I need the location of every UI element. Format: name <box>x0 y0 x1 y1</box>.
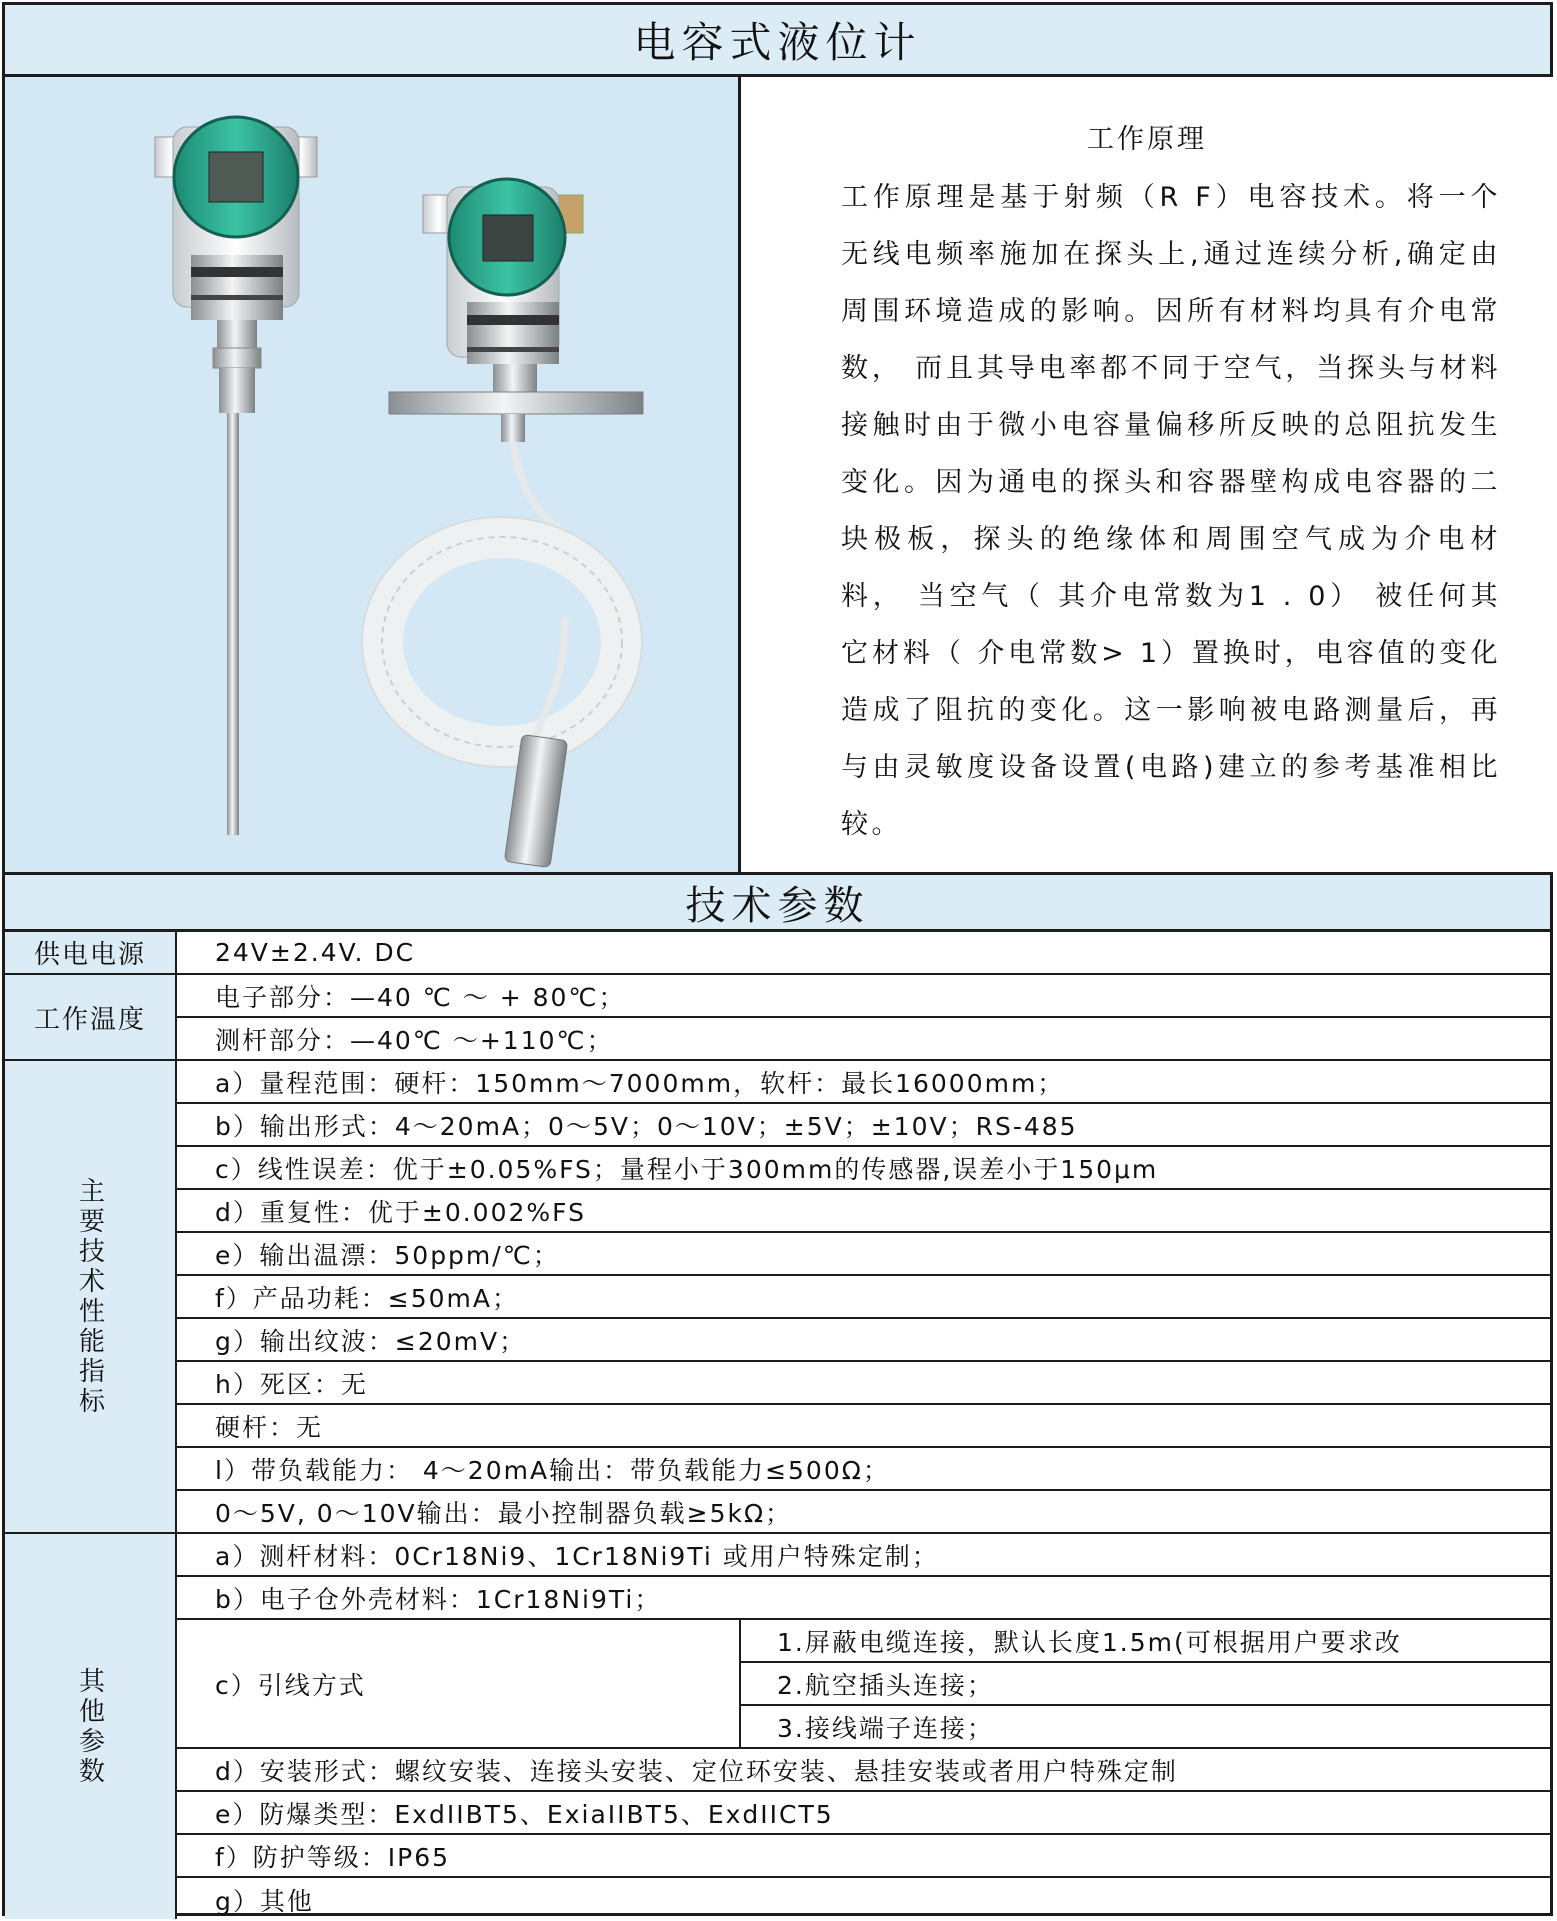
title-bar <box>5 5 1550 77</box>
spec-row: d）重复性：优于±0.002%FS <box>177 1190 1550 1233</box>
spec-row: a）量程范围：硬杆：150mm～7000mm，软杆：最长16000mm； <box>177 1061 1550 1104</box>
product-photo <box>5 77 741 872</box>
spec-row: e）输出温漂：50ppm/℃； <box>177 1233 1550 1276</box>
other-params-label: 其他参数 <box>5 1534 177 1919</box>
lead-option: 2.航空插头连接； <box>741 1663 1550 1706</box>
temperature-row: 测杆部分：—40℃ ～+110℃； <box>177 1018 1550 1061</box>
principle-text: 工作原理是基于射频（R F）电容技术。将一个无线电频率施加在探头上,通过连续分析,确定由周围环境造成的影响。因所有材料均具有介电常数， 而且其导电率都不同于空气，当探头与材料接触时由于微小电容量偏移所反映的总阻抗发生变化。因为通电的探头和容器壁构成电容器的二块极板，探头的绝缘体和周围空气成为介电材料， 当空气（ 其介电常数为1 . 0） 被任何其它材料（ 介电常数> 1）置换时，电容值的变化造成了阻抗的变化。这一影响被电路测量后，再与由灵敏度设备设置(电路)建立的参考基准相比较。 <box>841 182 1501 840</box>
temperature-row: 电子部分：—40 ℃ ～ + 80℃； <box>177 975 1550 1018</box>
working-principle <box>741 77 1553 872</box>
lead-option: 1.屏蔽电缆连接，默认长度1.5m(可根据用户要求改 <box>741 1620 1550 1663</box>
other-row: f）防护等级：IP65 <box>177 1835 1550 1878</box>
spec-row: 硬杆：无 <box>177 1405 1550 1448</box>
spec-row: h）死区：无 <box>177 1362 1550 1405</box>
tech-params-header <box>5 875 1550 932</box>
principle-heading: 工作原理 <box>1087 124 1207 155</box>
spec-row: c）线性误差：优于±0.05%FS；量程小于300mm的传感器,误差小于150μm <box>177 1147 1550 1190</box>
other-row: e）防爆类型：ExdIIBT5、ExiaIIBT5、ExdIICT5 <box>177 1792 1550 1835</box>
page-title: 电容式液位计 <box>633 17 922 67</box>
spec-row: g）输出纹波：≤20mV； <box>177 1319 1550 1362</box>
power-label: 供电电源 <box>5 932 177 975</box>
tech-params-title: 技术参数 <box>685 882 870 929</box>
intro-section <box>5 77 1550 875</box>
level-sensor-illustration <box>5 77 738 872</box>
cable-sensor <box>362 179 643 868</box>
temperature-label: 工作温度 <box>5 975 177 1061</box>
lead-option: 3.接线端子连接； <box>741 1706 1550 1749</box>
main-specs-label: 主要技术性能指标 <box>5 1061 177 1534</box>
rigid-rod-sensor <box>155 117 317 835</box>
spec-row: f）产品功耗：≤50mA； <box>177 1276 1550 1319</box>
other-row: b）电子仓外壳材料：1Cr18Ni9Ti； <box>177 1577 1550 1620</box>
lead-method-label: c）引线方式 <box>177 1620 741 1749</box>
other-row: d）安装形式：螺纹安装、连接头安装、定位环安装、悬挂安装或者用户特殊定制 <box>177 1749 1550 1792</box>
power-value: 24V±2.4V. DC <box>177 932 1550 975</box>
spec-row: 0～5V, 0～10V输出：最小控制器负载≥5kΩ； <box>177 1491 1550 1534</box>
other-row: g）其他 <box>215 1886 314 1916</box>
spec-row: b）输出形式：4～20mA；0～5V；0～10V；±5V；±10V；RS-485 <box>177 1104 1550 1147</box>
other-row: a）测杆材料：0Cr18Ni9、1Cr18Ni9Ti 或用户特殊定制； <box>177 1534 1550 1577</box>
datasheet <box>2 2 1553 1916</box>
spec-row: l）带负载能力： 4～20mA输出：带负载能力≤500Ω； <box>177 1448 1550 1491</box>
